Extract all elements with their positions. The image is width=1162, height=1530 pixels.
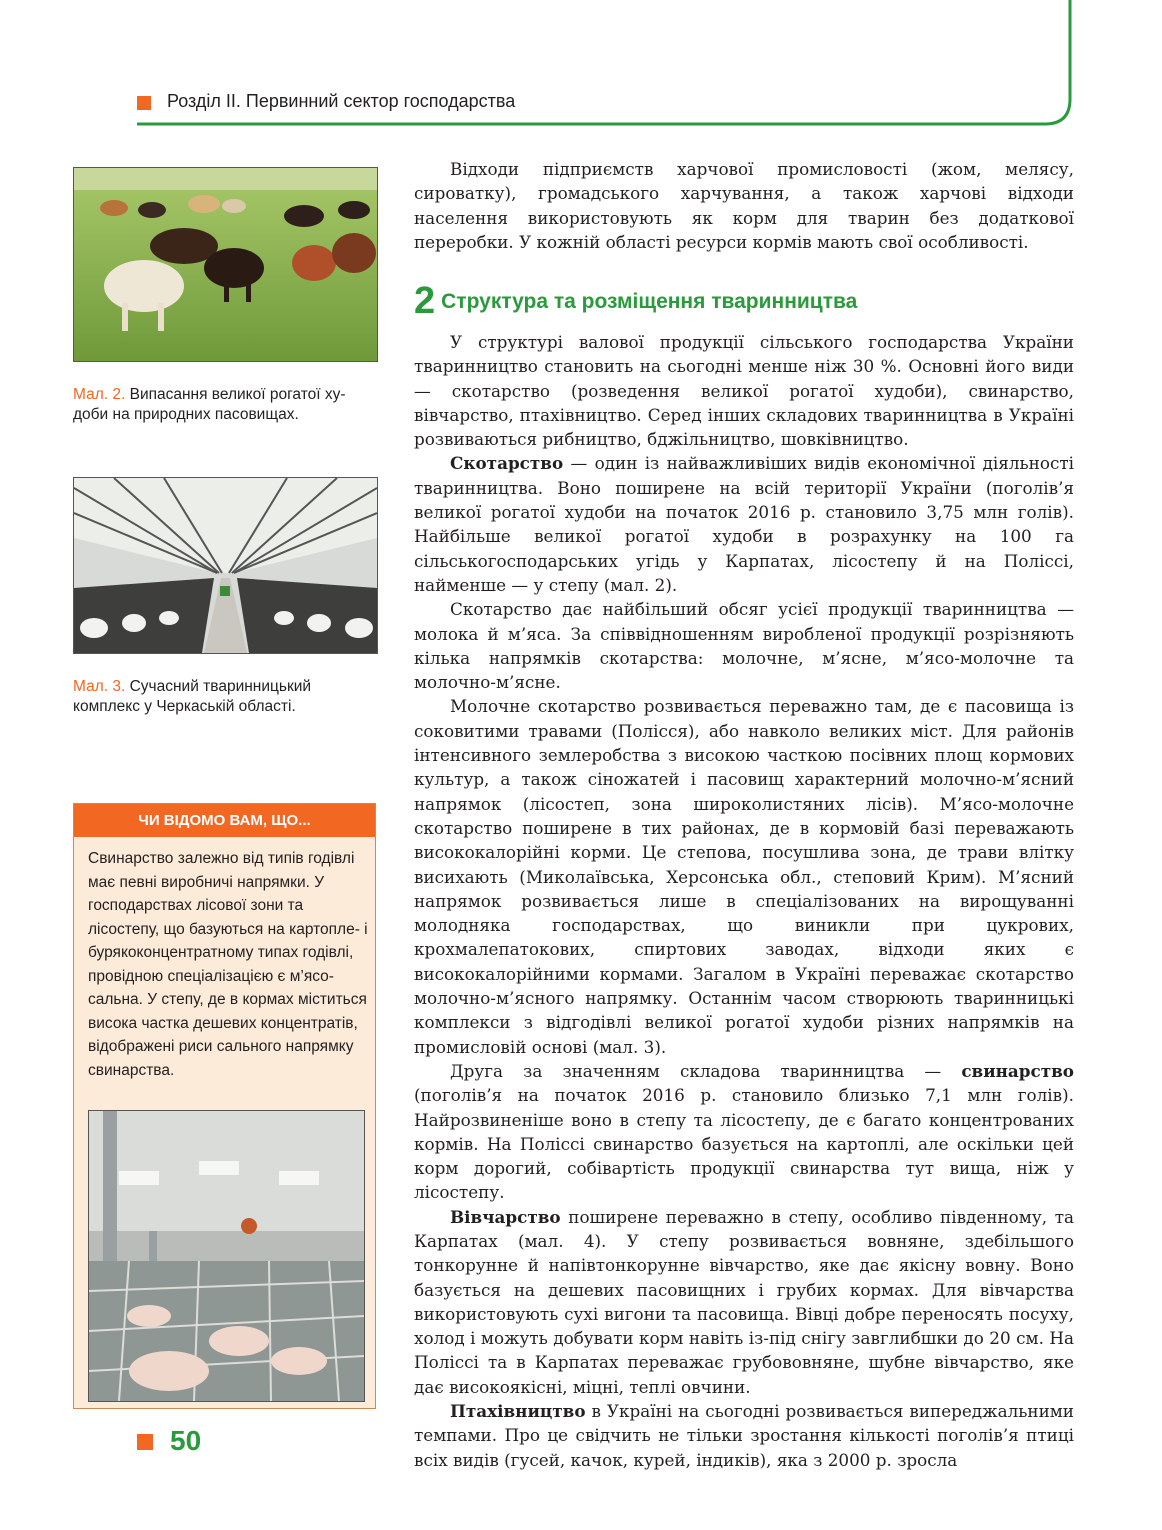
page-number: 50 [170, 1425, 202, 1456]
figure-2-text: Випасання великої рогатої ху-доби на природних пасовищах. [73, 386, 346, 423]
body-text [414, 330, 1074, 1472]
section-heading [414, 280, 857, 323]
figure-3-text: Сучасний тваринницький комплекс у Черкаській області. [73, 678, 312, 715]
figure-3-label: Мал. 3. [73, 678, 126, 695]
pig-farm-photo [88, 1110, 365, 1402]
intro-paragraph: Відходи підприємств харчової промисловості (жом, мелясу, сироватку), громадського харчування, а також харчові відходи населення використовують як корм для тварин без додаткової переробки. У кожній області ресурси кормів мають свої особливості. [414, 159, 1074, 252]
paragraph-cattle: Скотарство — один із найважливіших видів економічної діяльності тваринництва. Воно поширене на всій території України (поголів’я великої рогатої худоби на початок 2016 р. становило 3,75 млн голів). Найбільше великої рогатої худоби в розрахунку на 100 га сільськогосподарських угідь у Карпатах, лісостепу й на Поліссі, найменше — у степу (мал. 2). [414, 453, 1074, 595]
chapter-title: Розділ ІІ. Первинний сектор господарства [167, 91, 516, 111]
paragraph-livestock-structure: У структурі валової продукції сільського господарства України тваринництво становить на сьогодні менше ніж 30 %. Основні його види — скотарство (розведення великої рогатої худоби), свинарство, вівчарство, птахівництво. Серед інших складових тваринництва в Україні розвиваються рибництво, бджільництво, шовківництво. [414, 332, 1074, 450]
section-number: 2 [414, 280, 436, 322]
figure-2-caption [73, 385, 376, 425]
section-title: Структура та розміщення тваринництва [441, 289, 858, 313]
did-you-know-text: Свинарство залежно від типів годівлі має певні виробничі напрямки. У господарствах лісової зони та лісостепу, що базуються на картопле- і бурякоконцентратному типах годівлі, провідною спеціалізацією є м’ясо-сальна. У степу, де в кормах міститься висока частка дешевих концентратів, відображені риси сального напрямку свинарства. [88, 850, 368, 1079]
figure-2-label: Мал. 2. [73, 386, 126, 403]
did-you-know-title: ЧИ ВІДОМО ВАМ, ЩО... [74, 804, 375, 837]
paragraph-cattle-output: Скотарство дає найбільший обсяг усієї продукції тваринництва — молока й м’яса. За співвідношенням виробленої продукції розрізняють кілька напрямків скотарства: молочне, м’ясне, м’ясо-молочне та молочно-м’ясне. [414, 599, 1074, 693]
barn-complex-photo [73, 477, 378, 654]
figure-3-caption [73, 677, 376, 717]
header-rule [0, 0, 1162, 140]
header-marker [137, 96, 151, 110]
paragraph-sheep-farming: Вівчарство поширене переважно в степу, особливо південному, та Карпатах (мал. 4). У степу розвивається вовняне, здебільшого тонкорунне й напівтонкорунне вівчарство, яке дає якісну вовну. Воно базується на дешевих пасовищних і грубих кормах. Для вівчарства використовують сухі вигони та пасовища. Вівці добре переносять посуху, холод і можуть добувати корм навіть із-під снігу завглибшки до 20 см. На Поліссі та в Карпатах переважає грубововняне, шубне вівчарство, яке дає високоякісні, міцні, теплі овчини. [414, 1206, 1074, 1397]
paragraph-poultry: Птахівництво в Україні на сьогодні розвивається випереджальними темпами. Про це свідчить не тільки зростання кількості поголів’я птиці всіх видів (гусей, качок, курей, індиків), яка з 2000 р. зросла [414, 1401, 1074, 1470]
did-you-know-box [73, 803, 376, 1409]
cattle-pasture-photo [73, 167, 378, 362]
paragraph-dairy-cattle: Молочне скотарство розвивається переважно там, де є пасовища із соковитими травами (Полісся), або навколо великих міст. Для районів інтенсивного землеробства з високою часткою посівних площ кормових культур, а також сіножатей і пасовищ характерний молочно-м’ясний напрямок (лісостеп, зона широколистяних лісів). М’ясо-молочне скотарство поширене в тих районах, де в кормовій базі переважають висококалорійні корми. Це степова, посушлива зона, де трави влітку висихають (Миколаївська, Херсонська обл., степовий Крим). М’ясний напрямок розвивається лише в спеціалізованих на вирощуванні молодняка господарствах, що виникли при цукрових, крохмалепатокових, спиртових заводах, відходи яких є висококалорійними кормами. Загалом в Україні переважає скотарство молочно-м’ясного напрямку. Останнім часом створюють тваринницькі комплекси з відгодівлі великої рогатої худоби різних напрямків на промисловій основі (мал. 3). [414, 696, 1074, 1057]
paragraph-pig-farming: Друга за значенням складова тваринництва — свинарство (поголів’я на початок 2016 р. становило близько 7,1 млн голів). Найрозвиненіше воно в степу та лісостепу, де є багато концентрованих кормів. На Поліссі свинарство базується на картоплі, але оскільки цей корм дорогий, собівартість продукції свинарства тут вища, ніж у лісостепу. [414, 1060, 1074, 1203]
intro-paragraph-block [414, 157, 1074, 254]
footer-marker [137, 1434, 153, 1450]
